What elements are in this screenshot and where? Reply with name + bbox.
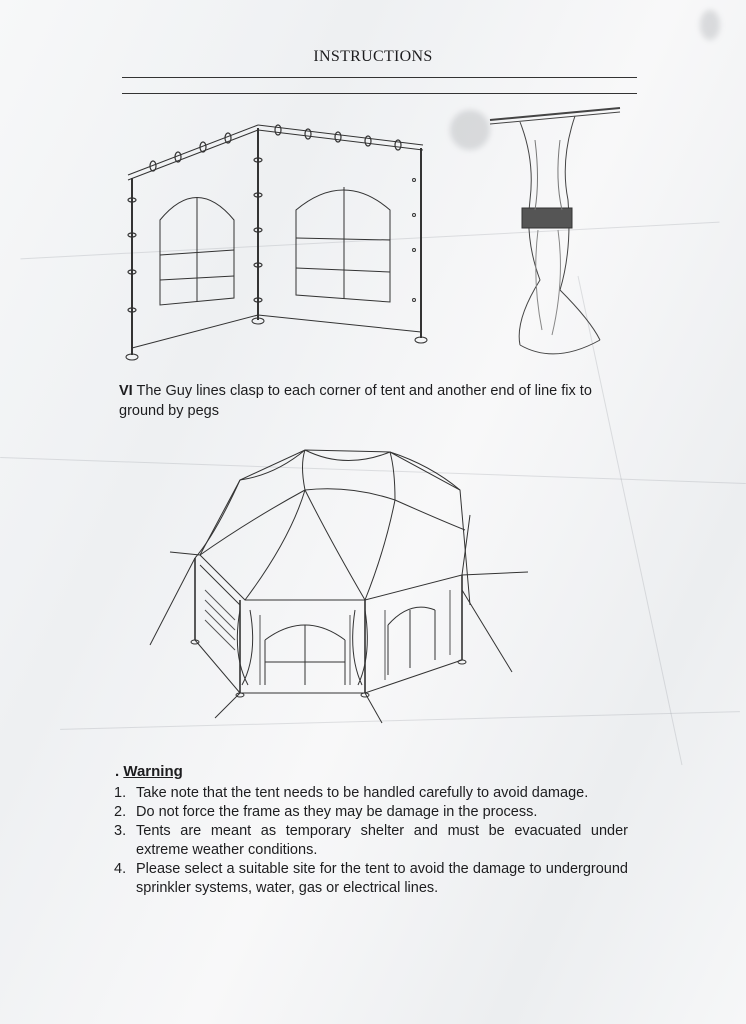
ink-smudge (700, 10, 720, 40)
warning-item (114, 822, 628, 860)
step-vi-text (119, 381, 639, 421)
header-rule (122, 77, 637, 78)
warning-item-text: Please select a suitable site for the tent to avoid the damage to underground sprinkler systems, water, gas or electrical lines. (136, 861, 628, 896)
warning-list (114, 784, 628, 898)
warning-item-number: 3. (114, 823, 127, 839)
octagon-tent-illustration (140, 440, 540, 730)
warning-heading (115, 763, 183, 780)
warning-prefix: . (115, 763, 120, 780)
warning-item (114, 860, 628, 898)
page-title: INSTRUCTIONS (313, 48, 433, 65)
warning-item (114, 784, 628, 803)
warning-item (114, 803, 628, 822)
warning-item-number: 2. (114, 804, 127, 820)
warning-item-text: Take note that the tent needs to be handled carefully to avoid damage. (136, 785, 589, 801)
warning-item-text: Do not force the frame as they may be damage in the process. (136, 804, 538, 820)
warning-heading-text: Warning (123, 763, 183, 780)
step-description: The Guy lines clasp to each corner of tent and another end of line fix to ground by pegs (119, 383, 592, 419)
warning-item-number: 1. (114, 785, 127, 801)
step-number: VI (119, 383, 133, 399)
rolled-wall-illustration (480, 100, 630, 362)
tent-corner-illustration (118, 110, 438, 365)
header-rule (122, 93, 637, 94)
warning-item-number: 4. (114, 861, 127, 877)
warning-item-text: Tents are meant as temporary shelter and must be evacuated under extreme weather conditions. (136, 823, 628, 858)
